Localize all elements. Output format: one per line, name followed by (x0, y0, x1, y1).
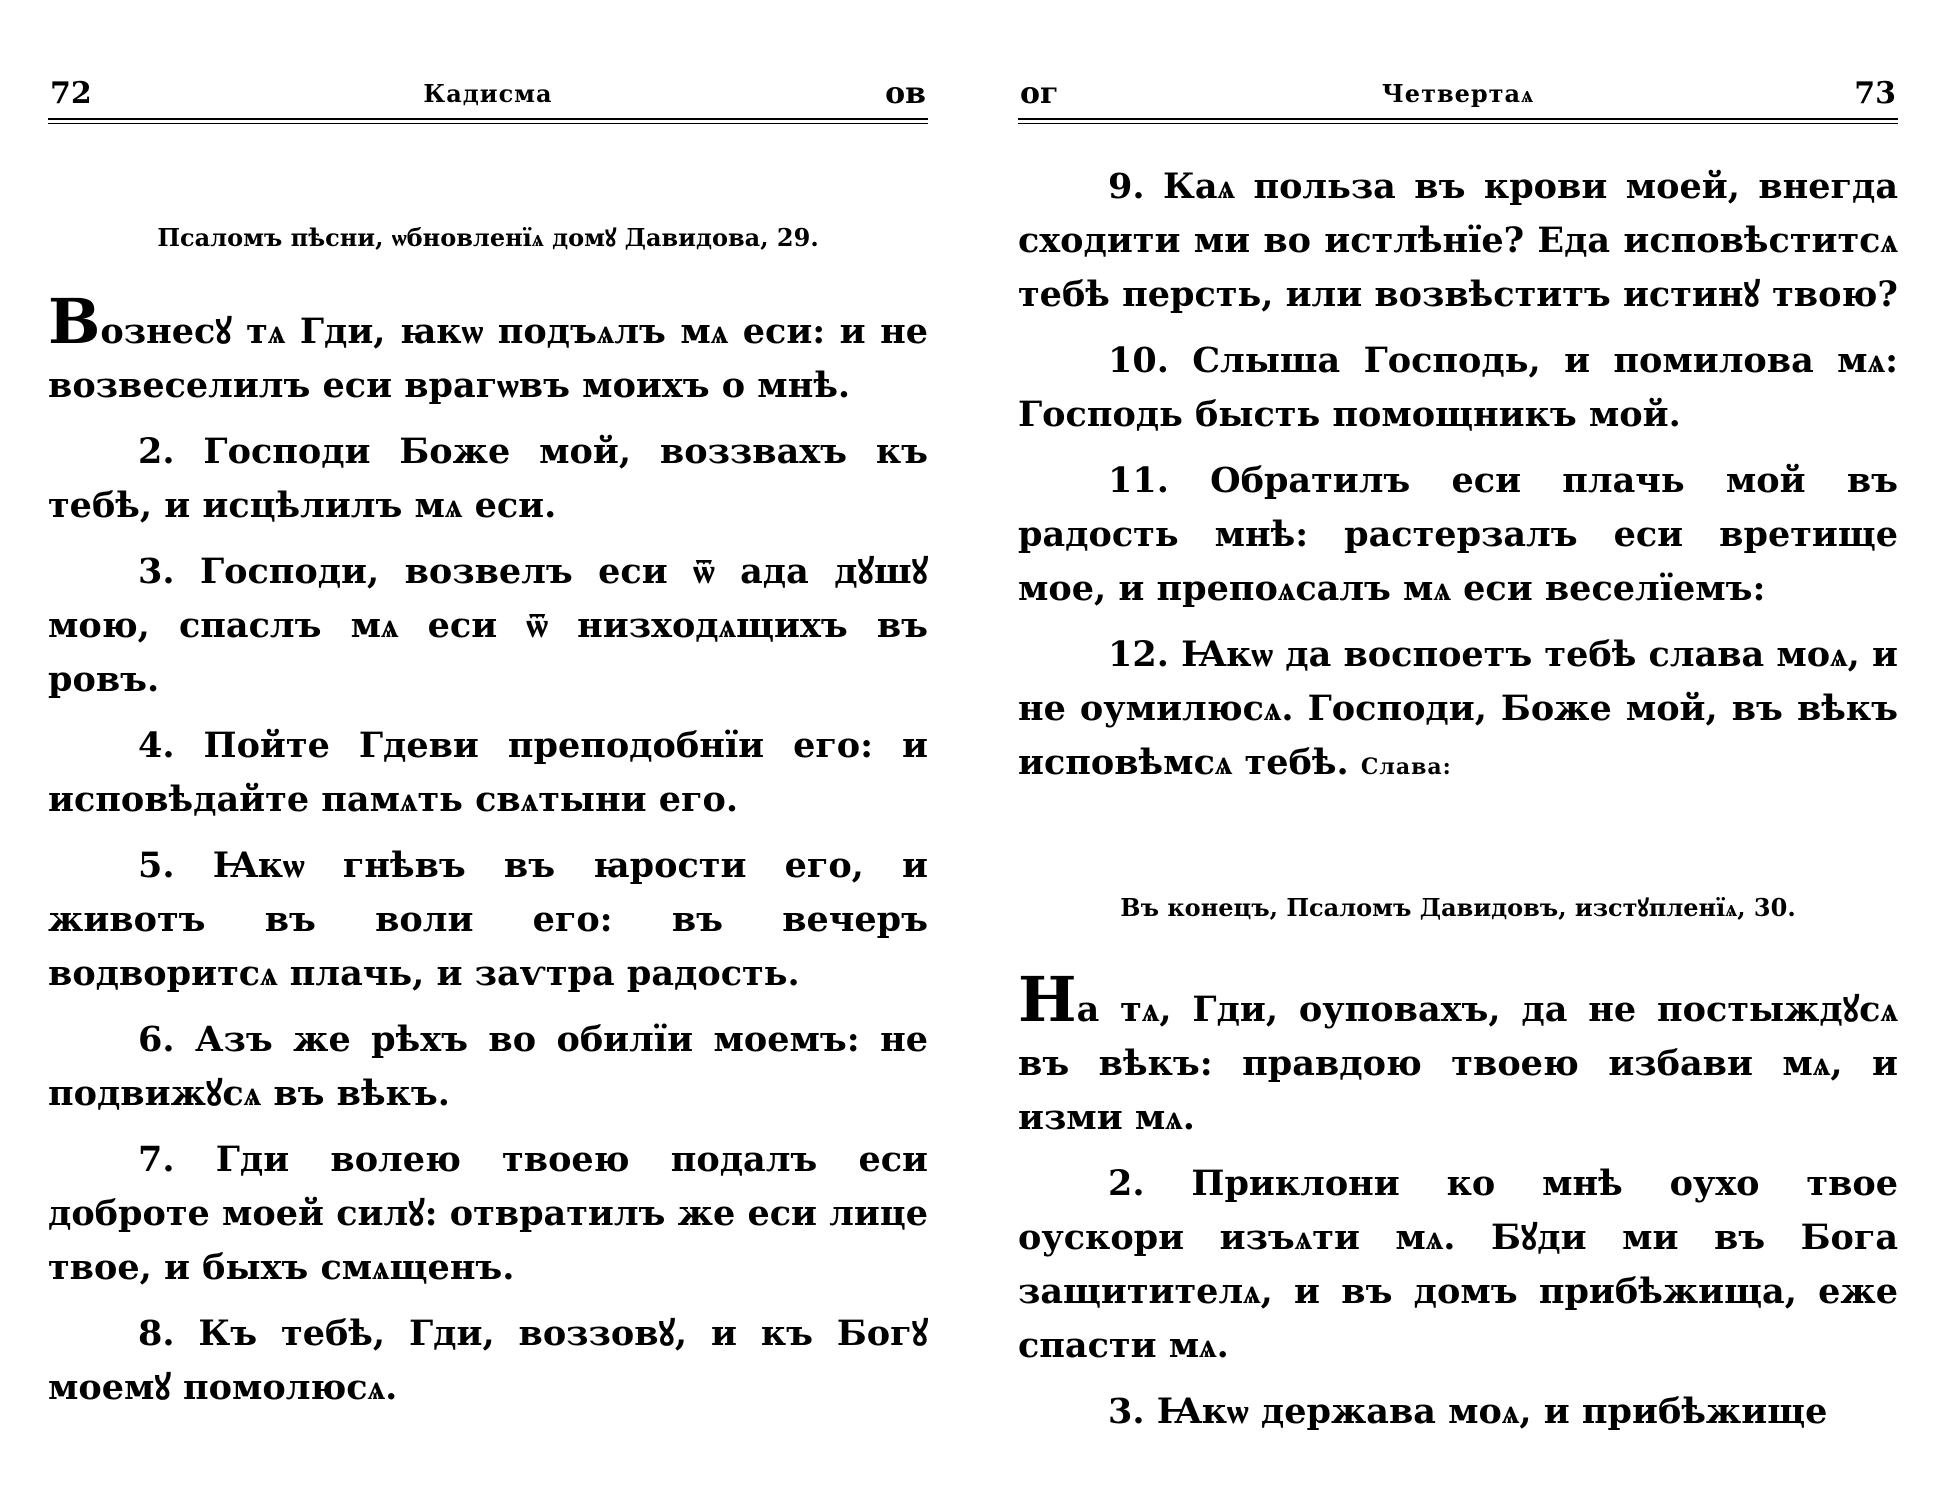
verse-1-text: ознесꙋ тѧ Гди, ꙗкѡ подъѧлъ мѧ еси: и не возвеселилъ еси врагѡвъ моихъ о мнѣ. (48, 311, 928, 406)
verse-block (48, 285, 928, 1427)
verse-1-text: а тѧ, Гди, оуповахъ, да не постыждꙋсѧ въ вѣкъ: правдою твоею избави мѧ, и изми мѧ. (1018, 989, 1898, 1138)
verse-block-top (1018, 160, 1898, 806)
running-title: Кадисма (423, 79, 553, 108)
verse: 2. Приклони ко мнѣ оухо твое оускори изъѧти мѧ. Бꙋди ми въ Бога защитителѧ, и въ домъ прибѣжища, еже спасти мѧ. (1018, 1163, 1898, 1366)
verse: 6. Азъ же рѣхъ во обилїи моемъ: не подвижꙋсѧ въ вѣкъ. (48, 1019, 928, 1114)
verse: 8. Къ тебѣ, Гди, воззовꙋ, и къ Богꙋ моемꙋ помолюсѧ. (48, 1313, 928, 1408)
psalm-heading: Псаломъ пѣсни, ѡбновленїѧ домꙋ Давидова, 29. (157, 223, 819, 252)
verse-text: 12. Ꙗкѡ да воспоетъ тебѣ слава моѧ, и не оумилюсѧ. Господи, Боже мой, въ вѣкъ исповѣмсѧ тебѣ. (1018, 634, 1898, 783)
psalm-heading: Въ конецъ, Псаломъ Давидовъ, изстꙋпленїѧ, 30. (1120, 893, 1796, 922)
verse: 9. Каѧ польза въ крови моей, внегда сходити ми во истлѣнїе? Еда исповѣститсѧ тебѣ персть, или возвѣститъ истинꙋ твою? (1018, 166, 1898, 315)
running-title: Четвертаѧ (1381, 79, 1535, 108)
header-rule (1018, 118, 1898, 124)
gloria-label: Слава: (1360, 754, 1452, 780)
verse: 2. Господи Боже мой, воззвахъ къ тебѣ, и исцѣлилъ мѧ еси. (48, 431, 928, 526)
verse-1 (48, 285, 928, 413)
verse: 4. Пойте Гдеви преподобнїи его: и исповѣдайте памѧть свѧтыни его. (48, 725, 928, 820)
page-number: 72 (50, 76, 92, 111)
verse: 10. Слыша Господь, и помилова мѧ: Господь бысть помощникъ мой. (1018, 340, 1898, 435)
verse-with-gloria (1018, 628, 1898, 794)
verse: 3. Господи, возвелъ еси ѿ ада дꙋшꙋ мою, спаслъ мѧ еси ѿ низходѧщихъ въ ровъ. (48, 551, 928, 700)
right-running-head (1018, 72, 1898, 116)
page-number: 73 (1854, 76, 1896, 111)
slavonic-page-number: ог (1020, 76, 1059, 111)
drop-cap: Н (1018, 963, 1077, 1036)
drop-cap: В (48, 285, 101, 358)
header-rule (48, 118, 928, 124)
left-page (48, 0, 928, 1500)
verse-1 (1018, 963, 1898, 1145)
verse: 11. Обратилъ еси плачь мой въ радость мнѣ: растерзалъ еси вретище мое, и препоѧсалъ мѧ еси веселїемъ: (1018, 460, 1898, 609)
verse: 5. Ꙗкѡ гнѣвъ въ ꙗрости его, и животъ въ воли его: въ вечеръ водворитсѧ плачь, и заѵтра радость. (48, 845, 928, 994)
slavonic-page-number: ов (885, 76, 926, 111)
verse: 7. Гди волею твоею подалъ еси доброте моей силꙋ: отвратилъ же еси лице твое, и быхъ смѧщенъ. (48, 1139, 928, 1288)
verse: 3. Ꙗкѡ держава моѧ, и прибѣжище (1108, 1391, 1828, 1432)
verse-block-bottom (1018, 963, 1898, 1451)
left-running-head (48, 72, 928, 116)
right-page (1018, 0, 1898, 1500)
